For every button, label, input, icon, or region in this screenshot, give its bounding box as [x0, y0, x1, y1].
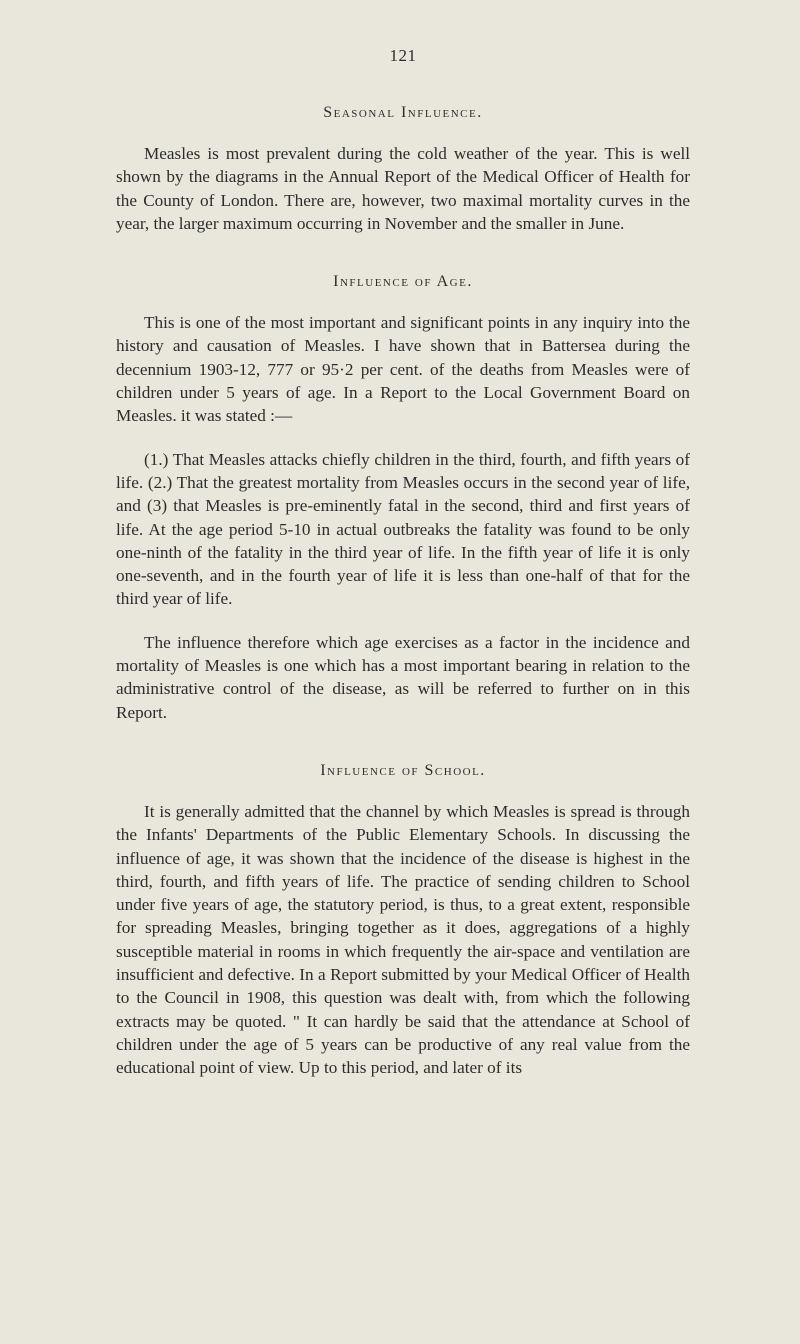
heading-influence-of-age: Influence of Age.: [333, 273, 473, 291]
paragraph: The influence therefore which age exercises as a factor in the incidence and mortality of Measles is one which has a most important bearing in relation to the administrative control of the disease, as will be referred to further on in this Report.: [116, 632, 690, 722]
page-number: 121: [389, 46, 417, 65]
paragraph: This is one of the most important and significant points in any inquiry into the history and causation of Measles. I have shown that in Battersea during the decennium 1903-12, 777 or 95·2 per cent. of the deaths from Measles were of children under 5 years of age. In a Report to the Local Government Board on Measles. it was stated :—: [116, 313, 690, 426]
paragraph: Measles is most prevalent during the cold weather of the year. This is well shown by the diagrams in the Annual Report of the Medical Officer of Health for the County of London. There are, however, two maximal mortality curves in the year, the larger maximum occurring in November and the smaller in June.: [116, 144, 690, 233]
paragraph: It is generally admitted that the channel by which Measles is spread is through the Infants' Departments of the Public Elementary Schools. In discussing the influence of age, it was shown that the incidence of the disease is highest in the third, fourth, and fifth years of life. The practice of sending children to School under five years of age, the statutory period, is thus, to a great extent, responsible for spreading Measles, bringing together as it does, aggregations of a highly susceptible material in rooms in which frequently the air-space and ventilation are insufficient and defective. In a Report submitted by your Medical Officer of Health to the Council in 1908, this question was dealt with, from which the following extracts may be quoted. " It can hardly be said that the attendance at School of children under the age of 5 years can be productive of any real value from the educational point of view. Up to this period, and later of its: [116, 801, 690, 1078]
heading-seasonal-influence: Seasonal Influence.: [323, 104, 483, 121]
heading-influence-of-school: Influence of School.: [320, 761, 486, 779]
paragraph: (1.) That Measles attacks chiefly children in the third, fourth, and fifth years of life. (2.) That the greatest mortality from Measles occurs in the second year of life, and (3) that Measles is pre-eminently fatal in the second, third and first years of life. At the age period 5-10 in actual outbreaks the fatality was found to be only one-ninth of the fatality in the third year of life. In the fifth year of life it is only one-seventh, and in the fourth year of life it is less than one-half of that for the third year of life.: [116, 449, 690, 609]
